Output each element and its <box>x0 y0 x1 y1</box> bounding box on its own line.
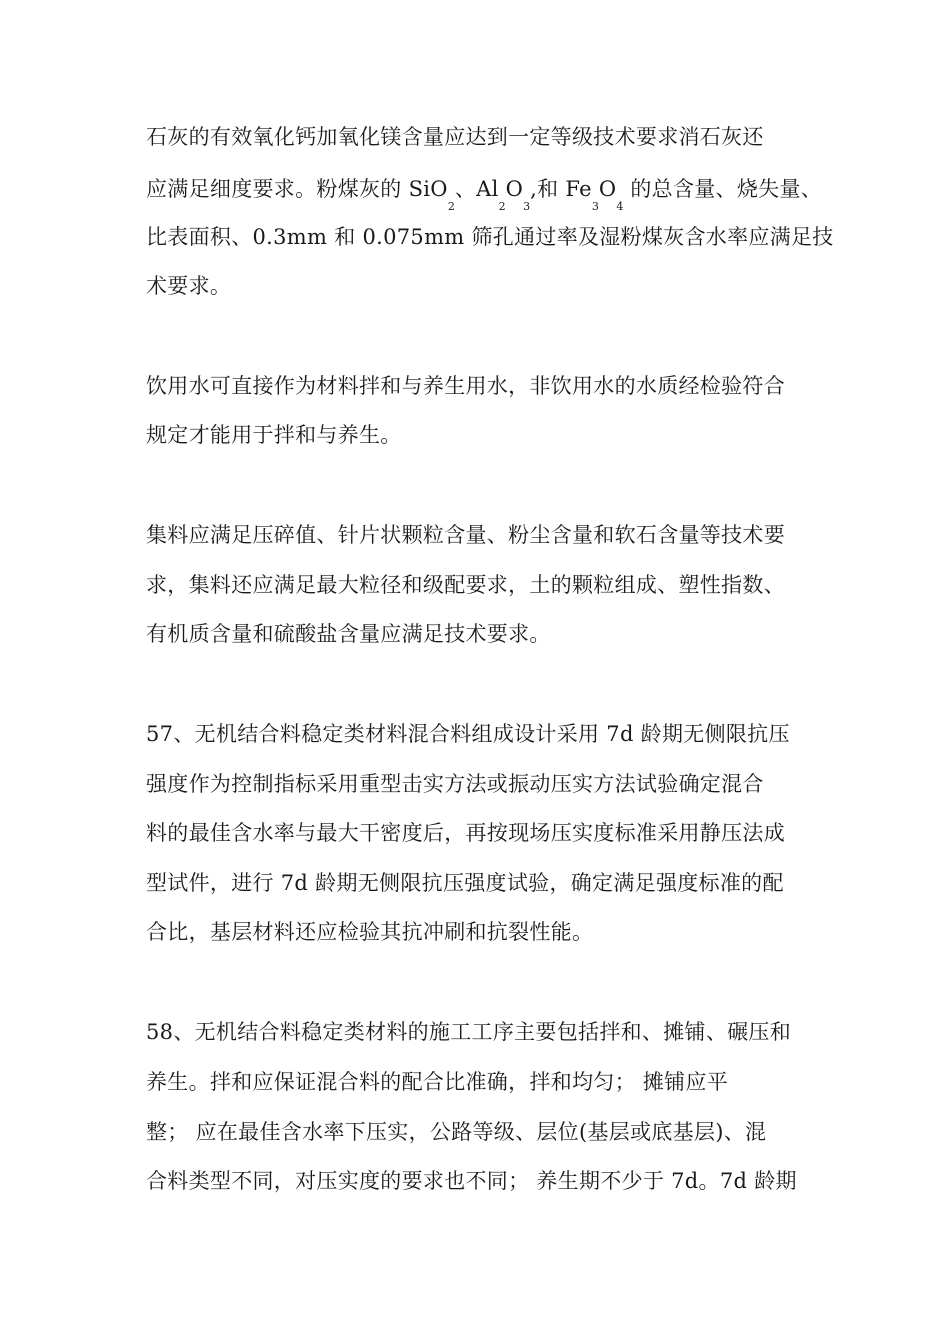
subscript: 2 <box>498 200 506 213</box>
text-line: 58、无机结合料稳定类材料的施工工序主要包括拌和、摊铺、碾压和 <box>146 1020 792 1044</box>
text-run: 的总含量、烧失量、 <box>623 177 823 201</box>
text-line: 求，集料还应满足最大粒径和级配要求，土的颗粒组成、塑性指数、 <box>146 573 785 597</box>
text-run: ,和 Fe <box>530 177 592 201</box>
text-run: 、Al <box>454 177 499 201</box>
text-line: 有机质含量和硫酸盐含量应满足技术要求。 <box>146 622 551 646</box>
subscript: 3 <box>591 200 599 213</box>
text-line: 料的最佳含水率与最大干密度后，再按现场压实度标准采用静压法成 <box>146 821 785 845</box>
text-line: 术要求。 <box>146 274 232 298</box>
text-line: 比表面积、0.3mm 和 0.075mm 筛孔通过率及湿粉煤灰含水率应满足技 <box>146 225 834 249</box>
text-run: O <box>430 177 448 201</box>
text-line: 集料应满足压碎值、针片状颗粒含量、粉尘含量和软石含量等技术要 <box>146 523 785 547</box>
text-run: 应满足细度要求。粉煤灰的 Si <box>146 177 431 201</box>
subscript: 2 <box>447 200 455 213</box>
text-line: 57、无机结合料稳定类材料混合料组成设计采用 7d 龄期无侧限抗压 <box>146 722 790 746</box>
subscript: 4 <box>616 200 624 213</box>
text-line: 型试件，进行 7d 龄期无侧限抗压强度试验，确定满足强度标准的配 <box>146 871 784 895</box>
subscript: 3 <box>523 200 531 213</box>
text-line: 强度作为控制指标采用重型击实方法或振动压实方法试验确定混合 <box>146 772 764 796</box>
text-line: 饮用水可直接作为材料拌和与养生用水，非饮用水的水质经检验符合 <box>146 374 785 398</box>
text-line: 合比，基层材料还应检验其抗冲刷和抗裂性能。 <box>146 920 594 944</box>
text-line: 养生。拌和应保证混合料的配合比准确，拌和均匀； 摊铺应平 <box>146 1070 729 1094</box>
text-line-with-formulas <box>146 174 823 213</box>
text-line: 石灰的有效氧化钙加氧化镁含量应达到一定等级技术要求消石灰还 <box>146 125 764 149</box>
text-run: O <box>505 177 524 201</box>
text-line: 合料类型不同，对压实度的要求也不同； 养生期不少于 7d。7d 龄期 <box>146 1169 797 1193</box>
text-run: O <box>598 177 617 201</box>
text-line: 整； 应在最佳含水率下压实，公路等级、层位(基层或底基层)、混 <box>146 1120 767 1144</box>
text-line: 规定才能用于拌和与养生。 <box>146 423 402 447</box>
